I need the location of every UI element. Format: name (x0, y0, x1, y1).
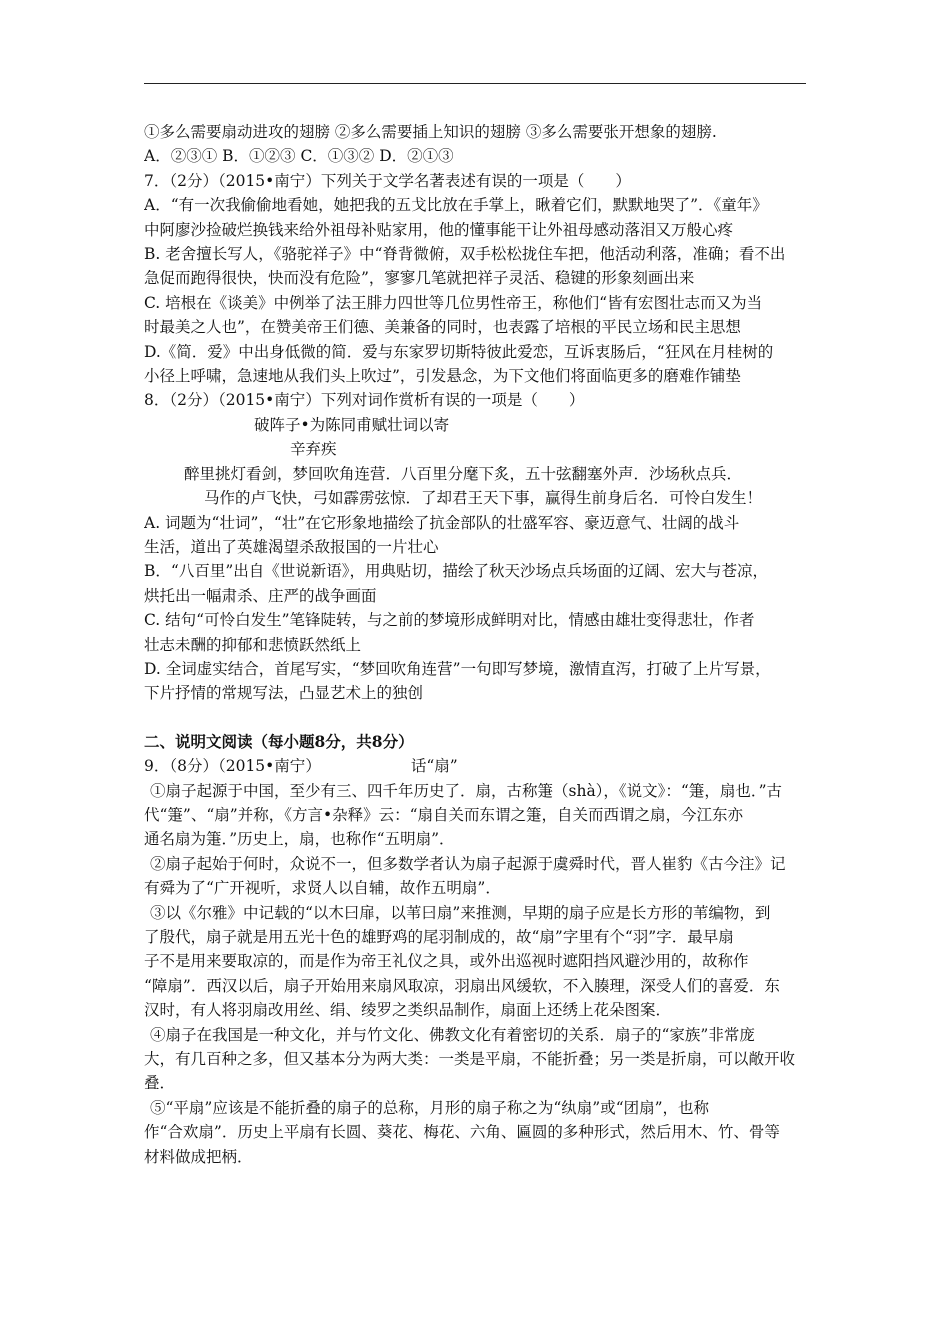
poem-title: 破阵子•为陈同甫赋壮词以寄 (254, 415, 450, 434)
poem-line-1: 醉里挑灯看剑，梦回吹角连营．八百里分麾下炙，五十弦翻塞外声．沙场秋点兵． (184, 464, 743, 483)
q9-header (144, 754, 808, 778)
q7-option-c: C. 培根在《谈美》中例举了法王腓力四世等几位男性帝王，称他们“皆有宏图壮志而又为当 (144, 293, 763, 312)
article-para-4: ④扇子在我国是一种文化，并与竹文化、佛教文化有着密切的关系．扇子的“家族”非常庞 (150, 1025, 755, 1044)
article-title: 话“扇” (410, 757, 458, 776)
article-para-3: ③以《尔雅》中记载的“以木曰扉，以苇曰扇”来推测，早期的扇子应是长方形的苇编物，到 (150, 903, 771, 922)
q8-option-b-cont: 烘托出一幅肃杀、庄严的战争画面 (144, 586, 377, 605)
q8-option-a: A. 词题为“壮词”，“壮”在它形象地描绘了抗金部队的壮盛军容、豪迈意气、壮阔的战斗 (144, 513, 740, 532)
poem-author: 辛弃疾 (290, 440, 337, 459)
q7-option-c-cont: 时最美之人也”，在赞美帝王们德、美兼备的同时，也表露了培根的平民立场和民主思想 (144, 318, 741, 337)
section-gap (144, 706, 808, 730)
q9-head: 9．（8分）（2015•南宁） (144, 757, 321, 776)
article-para-1-cont: 代“箑”、“扇”并称，《方言•杂释》云：“扇自关而东谓之箑，自关而西谓之扇，今江东亦 (144, 805, 744, 824)
q6-choices: A．②③① B．①②③ C．①③② D．②①③ (144, 147, 454, 166)
q8-option-d-cont: 下片抒情的常规写法，凸显艺术上的独创 (144, 684, 424, 703)
q7-option-d-cont: 小径上呼啸，急速地从我们头上吹过”，引发悬念，为下文他们将面临更多的磨难作铺垫 (144, 367, 741, 386)
q7-option-d: D.《简．爱》中出身低微的简．爱与东家罗切斯特彼此爱恋，互诉衷肠后，“狂风在月桂树的 (144, 342, 774, 361)
poem-line-2: 马作的卢飞快，弓如霹雳弦惊．了却君王天下事，赢得生前身后名．可怜白发生！ (204, 489, 763, 508)
article-para-3-end: 汉时，有人将羽扇改用丝、绢、绫罗之类织品制作，扇面上还绣上花朵图案． (144, 1001, 672, 1020)
q7-option-a: A．“有一次我偷偷地看她，她把我的五戈比放在手掌上，瞅着它们，默默地哭了”．《童年》 (144, 196, 768, 215)
q8-option-d: D. 全词虚实结合，首尾写实，“梦回吹角连营”一句即写梦境，激情直泻，打破了上片写景， (144, 659, 771, 678)
q7-option-a-cont: 中阿廖沙捡破烂换钱来给外祖母补贴家用，他的懂事能干让外祖母感动落泪又万般心疼 (144, 220, 734, 239)
q8-option-c-cont: 壮志未酬的抑郁和悲愤跃然纸上 (144, 635, 362, 654)
article-para-1: ①扇子起源于中国，至少有三、四千年历史了．扇，古称箑（shà），《说文》：“箑，扇也．”古 (150, 781, 783, 800)
q7-stem: 7．（2分）（2015•南宁）下列关于文学名著表述有误的一项是（ ） (144, 171, 631, 190)
article-para-2-cont: 有舜为了“广开视听，求贤人以自辅，故作五明扇”． (144, 879, 501, 898)
q6-option-items: ①多么需要扇动进攻的翅膀 ②多么需要插上知识的翅膀 ③多么需要张开想象的翅膀. (144, 123, 717, 141)
article-para-5: ⑤“平扇”应该是不能折叠的扇子的总称，月形的扇子称之为“纨扇”或“团扇”，也称 (150, 1098, 710, 1117)
q7-option-b-cont: 急促而跑得很快，快而没有危险”，寥寥几笔就把祥子灵活、稳键的形象刻画出来 (144, 269, 695, 288)
header-rule (144, 83, 806, 84)
q8-option-a-cont: 生活，道出了英雄渴望杀敌报国的一片壮心 (144, 537, 439, 556)
article-para-5-cont: 作“合欢扇”．历史上平扇有长圆、葵花、梅花、六角、匾圆的多种形式，然后用木、竹、骨等 (144, 1123, 780, 1142)
document-body (144, 120, 808, 1169)
article-para-3-cont: “障扇”．西汉以后，扇子开始用来扇风取凉，羽扇出风缓软，不入腠理，深受人们的喜爱．东 (144, 976, 780, 995)
article-para-5-end: 材料做成把柄． (144, 1147, 253, 1166)
q8-option-b: B．“八百里”出自《世说新语》，用典贴切，描绘了秋天沙场点兵场面的辽阔、宏大与苍凉， (144, 562, 768, 581)
article-para-1-end: 通名扇为箑．”历史上，扇，也称作“五明扇”． (144, 830, 455, 849)
article-para-3-cont: 了殷代，扇子就是用五光十色的雄野鸡的尾羽制成的，故“扇”字里有个“羽”字．最早扇 (144, 928, 734, 946)
article-para-4-cont: 大，有几百种之多，但又基本分为两大类：一类是平扇，不能折叠；另一类是折扇，可以敞开收 (144, 1050, 796, 1069)
q8-stem: 8．（2分）（2015•南宁）下列对词作赏析有误的一项是（ ） (144, 391, 585, 410)
article-para-4-end: 叠． (144, 1074, 176, 1093)
article-para-3-cont: 子不是用来要取凉的，而是作为帝王礼仪之具，或外出巡视时遮阳挡风避沙用的，故称作 (144, 952, 749, 971)
q8-option-c: C. 结句“可怜白发生”笔锋陡转，与之前的梦境形成鲜明对比，情感由雄壮变得悲壮，作者 (144, 611, 755, 630)
q7-option-b: B. 老舍擅长写人，《骆驼祥子》中“脊背微俯，双手松松拢住车把，他活动利落，准确；看不出 (144, 245, 786, 264)
section-2-title: 二、说明文阅读（每小题8分，共8分） (144, 731, 414, 751)
article-para-2: ②扇子起始于何时，众说不一，但多数学者认为扇子起源于虞舜时代，晋人崔豹《古今注》记 (150, 854, 786, 873)
